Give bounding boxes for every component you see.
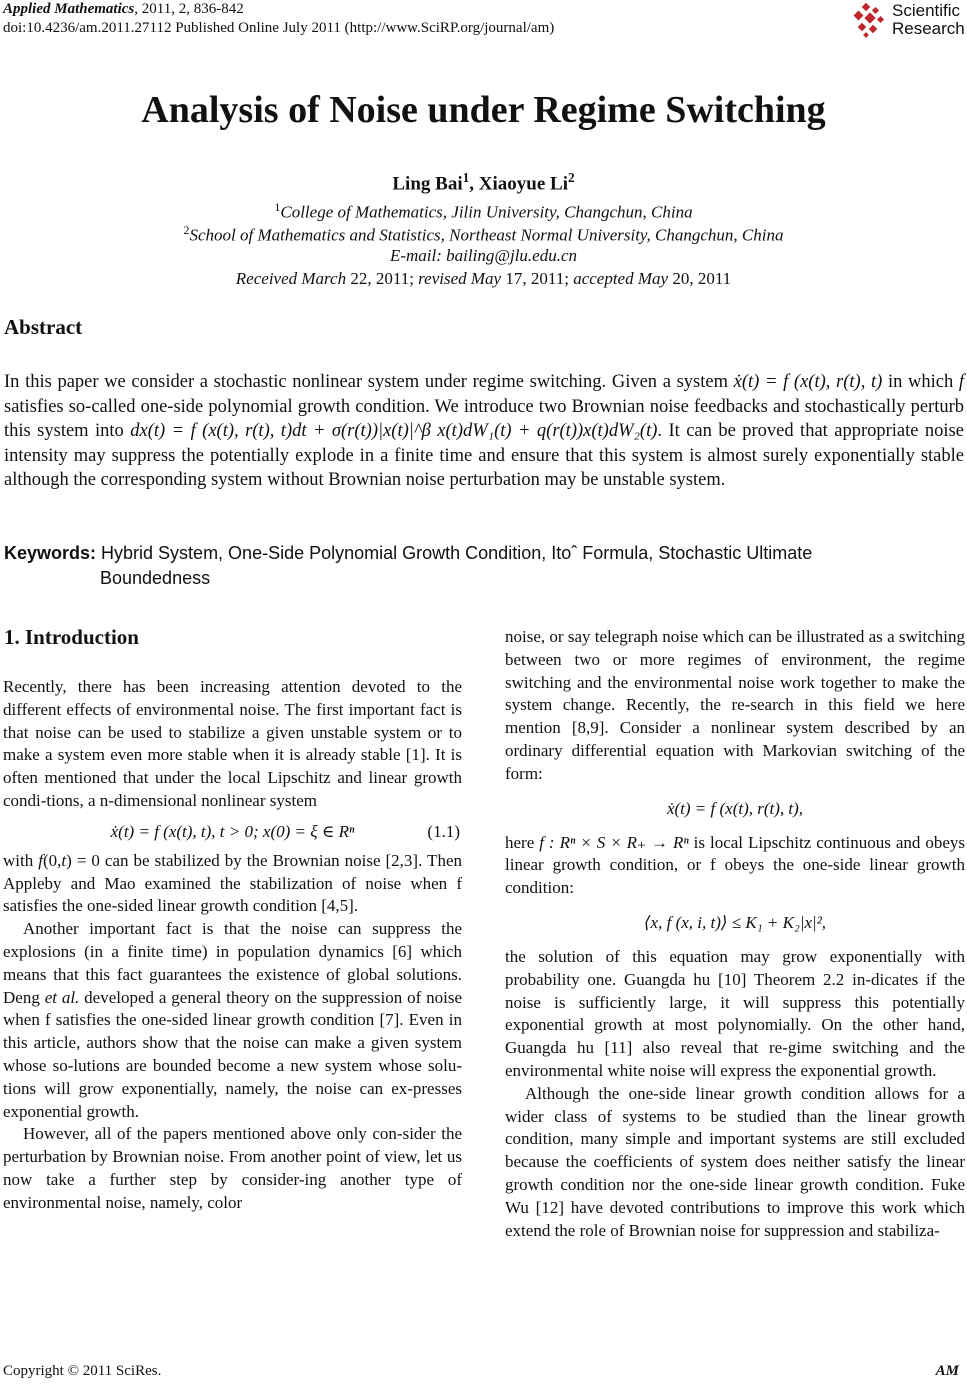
publisher-logo <box>849 2 967 42</box>
equation-one-side: ⟨x, f (x, i, t)⟩ ≤ K₁ + K₂|x|², <box>643 912 827 932</box>
logo-text: Scientific Research <box>892 1 965 38</box>
paragraph: here f : Rⁿ × S × R₊ → Rⁿ is local Lipschitz continuous and obeys linear growth condition, or f obeys the one-side linear growth condition: <box>505 832 965 898</box>
keywords: Keywords: Hybrid System, One-Side Polynomial Growth Condition, Itoˆ Formula, Stochastic Ultimate Boundedness <box>4 543 813 588</box>
paragraph: Recently, there has been increasing attention devoted to the different effects of environmental noise. The first important fact is that noise can be used to stabilize a given unstable system or to make a system even more stable when it is already stable [1]. It is often mentioned that under the local Lipschitz and linear growth condi-tions, a n-dimensional nonlinear system <box>3 677 462 810</box>
affiliation-1: $^1$College of Mathematics, Jilin University, Changchun, China <box>274 200 693 222</box>
abstract-heading: Abstract <box>4 315 83 339</box>
equation-1-1: ẋ(t) = f (x(t), t), t > 0; x(0) = ξ ∈ Rⁿ (1.1) <box>3 813 462 850</box>
email-line: E-mail: bailing@jlu.edu.cn <box>389 246 578 265</box>
paragraph: Although the one-side linear growth condition allows for a wider class of systems to be studied than the linear growth condition, many simple and important systems are still excluded because the coefficients of system does neither satisfy the linear growth condition nor the one-side linear growth condition. Fuke Wu [12] have devoted contributions to improve this work which extend the role of Brownian noise for suppression and stabiliza- <box>505 1083 965 1240</box>
equation-perturbed: dx(t) = f (x(t), r(t), t)dt + σ(r(t))|x(t)|^β x(t)dW₁(t) + q(r(t))x(t)dW₂(t) <box>130 421 658 442</box>
citation: , 2011, 2, 836-842 <box>134 1 244 17</box>
scirp-logo-icon <box>849 2 889 42</box>
paragraph: the solution of this equation may grow exponentially with probability one. Guangda hu [10] Theorem 2.2 in-dicates if the noise is sufficiently large, it will suppress this potentially exponential growth at most polynomially. On the other hand, Guangda hu [11] also reveal that re-gime switching and the environmental white noise will express the exponential growth. <box>505 946 965 1080</box>
equation-markov: ẋ(t) = f (x(t), r(t), t), <box>666 798 804 818</box>
paragraph: noise, or say telegraph noise which can be illustrated as a switching between two or more regimes of environment, the regime switching and the environmental noise work together to make the system change. Recently, the re-search in this field we here mention [8,9]. Consider a nonlinear system described by an ordinary differential equation with Markovian switching of the form: <box>505 627 965 783</box>
paragraph: with f(0,t) = 0 can be stabilized by the Brownian noise [2,3]. Then Appleby and Mao examined the stabilization of noise when f satisfies the one-sided linear growth condition [4,5]. <box>3 850 462 916</box>
doi-line: doi:10.4236/am.2011.27112 Published Online July 2011 (http://www.SciRP.org/journal/am) <box>3 20 555 36</box>
section-heading: 1. Introduction <box>4 625 139 649</box>
footer-journal: AM <box>935 1363 959 1379</box>
running-header <box>3 0 554 38</box>
paragraph: However, all of the papers mentioned above only con-sider the perturbation by Brownian noise. From another point of view, let us now take a further step by consider-ing another type of environmental noise, namely, color <box>3 1124 462 1212</box>
dates-line: Received March 22, 2011; revised May 17, 2011; accepted May 20, 2011 <box>235 269 732 288</box>
equation-system: ẋ(t) = f (x(t), r(t), t) <box>733 372 883 392</box>
journal-name: Applied Mathematics <box>3 1 135 17</box>
affiliation-2: $^2$School of Mathematics and Statistics, Northeast Normal University, Changchun, China <box>183 223 784 245</box>
equation-number: (1.1) <box>427 821 460 841</box>
abstract-body: In this paper we consider a stochastic nonlinear system under regime switching. Given a system ẋ(t) = f (x(t), r(t), t) in which f satisfies so-called one-side polynomial growth condition. We introduce two Brownian noise feedbacks and stochastically perturb this system into dx(t) = f (x(t), r(t), t)dt + σ(r(t))|x(t)|^β x(t)dW₁(t) + q(r(t))x(t)dW₂(t). It can be proved that appropriate noise intensity may suppress the potentially explode in a finite time and ensure that this system is almost surely exponentially stable although the corresponding system without Brownian noise perturbation may be unstable system. <box>4 372 964 491</box>
paper-title: Analysis of Noise under Regime Switching <box>141 89 826 131</box>
paragraph: Another important fact is that the noise can suppress the explosions (in a finite time) in population dynamics [6] which means that this fact guarantees the existence of global solutions. Deng et al. developed a general theory on the suppression of noise when f satisfies the one-sided linear growth condition [7]. Even in this article, authors show that the noise can make a given system whose so-lutions are bounded become a new system whose solu-tions will grow exponentially, namely, the noise can ex-presses exponential growth. <box>3 919 462 1121</box>
right-column <box>505 626 965 1242</box>
left-column <box>3 676 462 1215</box>
authors: Ling Bai$^1$, Xiaoyue Li$^2$ <box>392 170 575 195</box>
copyright: Copyright © 2011 SciRes. <box>3 1363 162 1379</box>
